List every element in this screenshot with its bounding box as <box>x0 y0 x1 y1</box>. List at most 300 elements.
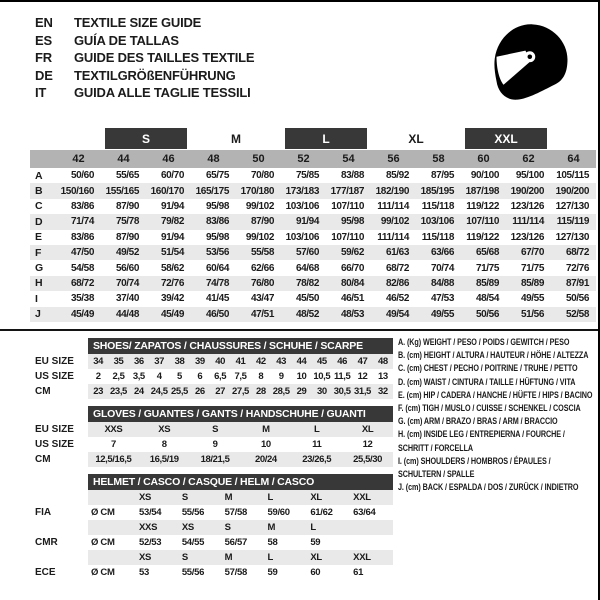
gloves-size-table <box>30 406 393 467</box>
helmet-size-value: 55/56 <box>181 567 205 578</box>
row-label: A <box>35 169 43 182</box>
gloves_table-value: M <box>240 422 291 437</box>
size-value: 51/54 <box>146 245 191 260</box>
size-value: 150/160 <box>56 183 101 198</box>
gloves_table-value: 18/21,5 <box>190 452 241 467</box>
unit-spacer <box>88 520 136 535</box>
size-value: 115/119 <box>551 214 596 229</box>
gloves_table-value: 12 <box>362 439 373 450</box>
size-value: 39/42 <box>160 293 184 305</box>
size-value: 87/95 <box>430 170 454 182</box>
language-code: DE <box>35 67 53 83</box>
size-value: 107/110 <box>461 214 506 229</box>
shoes_table-value: 3,5 <box>132 371 145 382</box>
shoes_table-value: 27 <box>210 384 230 399</box>
racing-helmet-icon <box>486 14 578 110</box>
size-value: 83/88 <box>340 170 364 182</box>
shoes_table-table-title: SHOES/ ZAPATOS / CHAUSSURES / SCHUHE / SCARPE <box>88 338 393 354</box>
gloves_table-value: 10 <box>261 439 271 450</box>
helmet-size-value: 57/58 <box>224 507 247 518</box>
helmet-size-value: 60 <box>310 567 321 578</box>
row-label: J <box>30 307 56 322</box>
size-value: 49/55 <box>416 307 461 322</box>
measure-row-i <box>30 291 596 306</box>
shoes_table-value: 44 <box>291 354 311 369</box>
helmet-size-header: M <box>222 490 265 505</box>
helmet-values-row-fia <box>30 505 393 520</box>
corner-spacer <box>30 128 56 149</box>
gloves_table-value: 8 <box>161 439 167 450</box>
shoes_table-value: 28 <box>251 384 271 399</box>
size-value: 155/165 <box>101 183 146 198</box>
gloves_table-value: S <box>190 422 241 437</box>
size-value: 90/100 <box>470 170 499 182</box>
diameter-unit-label: Ø CM <box>91 507 115 518</box>
helmet-size-header: S <box>179 490 222 505</box>
shoes_table-value: 24 <box>129 384 149 399</box>
size-value: 84/88 <box>416 276 461 291</box>
size-value: 87/90 <box>115 231 139 243</box>
size-value: 57/60 <box>281 245 326 260</box>
size-value: 72/76 <box>146 276 191 291</box>
shoes_table-value: 47 <box>352 354 372 369</box>
size-value: 70/74 <box>101 276 146 291</box>
size-value: 103/106 <box>416 214 461 229</box>
gloves_table-row-label: EU SIZE <box>35 424 74 435</box>
measure-row-j <box>30 307 596 322</box>
gloves_table-value: XXS <box>88 422 139 437</box>
size-value: 37/40 <box>115 293 139 305</box>
helmet-size-header: XS <box>136 490 179 505</box>
size-value: 59/62 <box>326 245 371 260</box>
size-value: 55/58 <box>236 245 281 260</box>
size-group-row <box>30 128 596 149</box>
shoes_table-value: 46 <box>332 354 352 369</box>
shoes-size-table <box>30 338 393 399</box>
size-value: 45/49 <box>56 307 101 322</box>
shoes_table-value: 41 <box>230 354 250 369</box>
size-value: 79/82 <box>146 214 191 229</box>
size-value: 95/98 <box>205 200 229 212</box>
size-value: 85/89 <box>506 276 551 291</box>
size-value: 103/106 <box>285 200 319 212</box>
size-column-header: 48 <box>207 153 220 165</box>
shoes_table-value: 24,5 <box>150 386 168 397</box>
size-value: 87/91 <box>551 276 596 291</box>
size-column-header: 60 <box>477 153 490 165</box>
size-value: 190/200 <box>551 183 596 198</box>
gloves_table-value: 11 <box>312 439 322 450</box>
guide-title: TEXTILGRÖßENFÜHRUNG <box>74 67 236 83</box>
size-value: 111/114 <box>377 231 409 243</box>
size-value: 177/187 <box>326 183 371 198</box>
size-column-header: 54 <box>342 153 355 165</box>
size-group-m: M <box>231 131 241 146</box>
guide-title: GUÍA DE TALLAS <box>74 32 179 48</box>
language-title-list <box>35 14 254 102</box>
shoes_table-row-label: EU SIZE <box>35 356 74 367</box>
row-label: C <box>35 200 43 213</box>
helmet-size-value: 56/57 <box>224 537 247 548</box>
size-value: 185/195 <box>416 183 461 198</box>
size-value: 45/49 <box>146 307 191 322</box>
shoes_table-row-eu-size <box>30 354 393 369</box>
size-value: 187/198 <box>461 183 506 198</box>
gloves_table-value: XL <box>342 422 393 437</box>
shoes_table-value: 36 <box>129 354 149 369</box>
size-value: 91/94 <box>160 231 184 243</box>
shoes_table-value: 10 <box>296 371 307 382</box>
guide-title: GUIDE DES TAILLES TEXTILE <box>74 50 255 65</box>
language-row <box>35 67 254 85</box>
legend-item: B. (cm) HEIGHT / ALTURA / HAUTEUR / HÖHE / ALTEZZA <box>398 350 589 361</box>
language-code: ES <box>35 32 52 48</box>
size-value: 119/122 <box>466 231 499 243</box>
size-value: 46/50 <box>191 307 236 322</box>
size-column-header: 56 <box>387 153 400 165</box>
size-value: 45/50 <box>295 293 319 305</box>
legend-item: C. (cm) CHEST / PECHO / POITRINE / TRUHE / PETTO <box>398 363 578 374</box>
size-value: 67/70 <box>506 245 551 260</box>
size-value: 190/200 <box>506 183 551 198</box>
shoes_table-row-us-size <box>30 369 393 384</box>
size-value: 68/72 <box>551 245 596 260</box>
bottom-tables <box>30 338 393 587</box>
legend-item: J. (cm) BACK / ESPALDA / DOS / ZURÜCK / INDIETRO <box>398 482 579 493</box>
size-value: 111/114 <box>506 214 551 229</box>
size-value: 60/64 <box>205 262 229 274</box>
shoes_table-value: 35 <box>108 354 128 369</box>
measurement-legend <box>398 336 595 494</box>
size-value: 43/47 <box>250 293 274 305</box>
size-column-header: 50 <box>252 153 265 165</box>
shoes_table-value: 25,5 <box>171 386 188 397</box>
language-code: IT <box>35 85 47 100</box>
measure-row-b <box>30 183 596 198</box>
size-value: 56/60 <box>115 262 139 274</box>
helmet-size-header: M <box>264 520 307 535</box>
shoes_table-value: 39 <box>190 354 210 369</box>
guide-title: GUIDA ALLE TAGLIE TESSILI <box>74 85 251 100</box>
helmet-size-value: 59 <box>310 537 321 548</box>
helmet-size-header: XS <box>179 520 222 535</box>
shoes_table-row-label: CM <box>35 386 51 397</box>
shoes_table-value: 27,5 <box>232 386 249 397</box>
shoes_table-value: 13 <box>377 371 388 382</box>
shoes_table-row-cm <box>30 384 393 399</box>
shoes_table-value: 9 <box>278 371 284 382</box>
size-value: 44/48 <box>101 307 146 322</box>
corner-spacer <box>30 150 56 168</box>
helmet-standard-label: CMR <box>35 537 58 548</box>
shoes_table-value: 6 <box>197 371 203 382</box>
size-value: 35/38 <box>70 293 94 305</box>
size-column-header: 62 <box>522 153 535 165</box>
size-column-header: 44 <box>117 153 130 165</box>
shoes_table-value: 26 <box>190 384 210 399</box>
size-value: 47/50 <box>56 245 101 260</box>
gloves_table-row-label: US SIZE <box>35 439 74 450</box>
shoes_table-value: 6,5 <box>214 371 227 382</box>
helmet-size-header: XXS <box>136 520 179 535</box>
size-value: 70/74 <box>430 262 454 274</box>
size-value: 50/60 <box>70 170 94 182</box>
gloves_table-value: 16,5/19 <box>139 452 190 467</box>
size-value: 48/52 <box>281 307 326 322</box>
size-value: 71/74 <box>56 214 101 229</box>
shoes_table-value: 11,5 <box>333 371 351 382</box>
size-value: 95/98 <box>326 214 371 229</box>
helmet-size-value: 53/54 <box>139 507 162 518</box>
size-value: 99/102 <box>245 231 274 243</box>
shoes_table-value: 31,5 <box>354 386 371 397</box>
size-value: 107/110 <box>331 231 364 243</box>
legend-item: F. (cm) TIGH / MUSLO / CUISSE / SCHENKEL / COSCIA <box>398 403 581 414</box>
size-value: 41/45 <box>205 293 229 305</box>
size-value: 51/56 <box>506 307 551 322</box>
language-code: FR <box>35 50 52 65</box>
size-value: 71/75 <box>520 262 544 274</box>
language-row <box>35 49 254 67</box>
size-group-s: S <box>105 128 187 149</box>
size-value: 103/106 <box>285 231 319 243</box>
gloves_table-table-title: GLOVES / GUANTES / GANTS / HANDSCHUHE / GUANTI <box>88 406 393 422</box>
shoes_table-value: 48 <box>373 354 393 369</box>
size-value: 127/130 <box>555 200 589 212</box>
shoes_table-value: 42 <box>251 354 271 369</box>
guide-title: TEXTILE SIZE GUIDE <box>74 15 202 30</box>
size-value: 115/118 <box>421 200 454 212</box>
gloves_table-row-eu-size <box>30 422 393 437</box>
measure-row-a <box>30 168 596 183</box>
size-value: 47/53 <box>430 293 454 305</box>
size-value: 54/58 <box>70 262 94 274</box>
helmet-size-table <box>30 474 393 580</box>
helmet-size-header: XL <box>307 490 350 505</box>
size-value: 48/53 <box>326 307 371 322</box>
shoes_table-value: 10,5 <box>313 371 331 382</box>
size-value: 58/62 <box>160 262 184 274</box>
gloves_table-row-cm <box>30 452 393 467</box>
measure-row-f <box>30 245 596 260</box>
row-label: H <box>30 276 56 291</box>
size-value: 46/52 <box>385 293 409 305</box>
row-label: B <box>30 183 56 198</box>
size-column-header: 52 <box>297 153 310 165</box>
size-value: 87/90 <box>236 214 281 229</box>
shoes_table-value: 23 <box>88 384 108 399</box>
size-value: 46/51 <box>340 293 364 305</box>
size-value: 105/115 <box>556 170 589 182</box>
shoes_table-value: 29 <box>291 384 311 399</box>
size-value: 72/76 <box>565 262 589 274</box>
shoes_table-value: 30,5 <box>333 386 351 397</box>
helmet-standard-label: FIA <box>35 507 52 518</box>
language-row <box>35 14 254 32</box>
helmet-size-value: 54/55 <box>181 537 205 548</box>
textile-size-table <box>30 128 596 322</box>
size-value: 71/75 <box>475 262 499 274</box>
size-number-row <box>30 150 596 168</box>
language-row <box>35 32 254 50</box>
helmet-size-value <box>350 535 393 550</box>
shoes_table-value: 45 <box>312 354 332 369</box>
helmet-size-header <box>350 520 393 535</box>
language-row <box>35 84 254 102</box>
size-value: 165/175 <box>191 183 236 198</box>
size-value: 91/94 <box>281 214 326 229</box>
size-value: 50/56 <box>565 293 589 305</box>
row-label: E <box>35 231 43 244</box>
gloves_table-value: 9 <box>212 439 218 450</box>
size-value: 49/55 <box>520 293 544 305</box>
size-value: 66/70 <box>340 262 364 274</box>
gloves_table-value: 20/24 <box>240 452 291 467</box>
gloves_table-value: L <box>291 422 342 437</box>
shoes_table-value: 12 <box>357 371 368 382</box>
gloves_table-value: 23/26,5 <box>291 452 342 467</box>
helmet-size-value: 58 <box>267 537 278 548</box>
size-value: 55/65 <box>115 170 139 182</box>
measure-row-h <box>30 276 596 291</box>
size-value: 61/63 <box>371 245 416 260</box>
helmet-values-row-cmr <box>30 535 393 550</box>
helmet-standard-label: ECE <box>35 567 56 578</box>
shoes_table-value: 43 <box>271 354 291 369</box>
helmet-size-value: 61 <box>353 567 364 578</box>
helmet-size-value: 63/64 <box>353 507 376 518</box>
diameter-unit-label: Ø CM <box>91 537 115 548</box>
size-value: 170/180 <box>236 183 281 198</box>
size-value: 95/100 <box>515 170 544 182</box>
shoes_table-value: 32 <box>373 384 393 399</box>
size-value: 62/66 <box>250 262 274 274</box>
helmet-size-header: L <box>264 550 307 565</box>
helmet-size-header: M <box>222 550 265 565</box>
helmet-values-row-ece <box>30 565 393 580</box>
shoes_table-value: 37 <box>149 354 169 369</box>
row-label: I <box>35 292 38 305</box>
shoes_table-row-label: US SIZE <box>35 371 74 382</box>
size-value: 95/98 <box>205 231 229 243</box>
measure-row-g <box>30 260 596 275</box>
size-value: 107/110 <box>331 200 364 212</box>
helmet-size-header: XXL <box>350 550 393 565</box>
size-value: 68/72 <box>56 276 101 291</box>
row-label: G <box>35 262 44 275</box>
helmet-sizes-row-fia <box>30 490 393 505</box>
size-value: 173/183 <box>281 183 326 198</box>
size-value: 65/68 <box>461 245 506 260</box>
size-column-header: 64 <box>567 153 580 165</box>
helmet-size-header: S <box>179 550 222 565</box>
helmet-size-value: 61/62 <box>310 507 333 518</box>
size-value: 127/130 <box>555 231 589 243</box>
size-value: 74/78 <box>191 276 236 291</box>
size-value: 49/54 <box>371 307 416 322</box>
measure-row-e <box>30 230 596 245</box>
size-value: 65/75 <box>205 170 229 182</box>
size-value: 160/170 <box>146 183 191 198</box>
shoes_table-value: 2,5 <box>112 371 125 382</box>
size-value: 52/58 <box>551 307 596 322</box>
legend-item: H. (cm) INSIDE LEG / ENTREPIERNA / FOURCHE / SCHRITT / FORCELLA <box>398 429 565 453</box>
helmet-size-header: XS <box>136 550 179 565</box>
shoes_table-value: 5 <box>177 371 182 382</box>
legend-item: A. (Kg) WEIGHT / PESO / POIDS / GEWITCH / PESO <box>398 337 570 347</box>
shoes_table-value: 34 <box>88 354 108 369</box>
measure-row-c <box>30 199 596 214</box>
shoes_table-value: 38 <box>169 354 189 369</box>
helmet-size-value: 55/56 <box>181 507 205 518</box>
shoes_table-value: 7,5 <box>234 371 247 382</box>
size-value: 83/86 <box>70 231 94 243</box>
size-group-xl: XL <box>408 131 424 146</box>
helmet-size-header: XL <box>307 550 350 565</box>
helmet-size-value: 53 <box>139 567 149 578</box>
size-value: 83/86 <box>191 214 236 229</box>
size-value: 50/56 <box>461 307 506 322</box>
helmet-size-header: S <box>222 520 265 535</box>
row-label: F <box>30 245 56 260</box>
size-value: 48/54 <box>475 293 499 305</box>
measure-row-d <box>30 214 596 229</box>
shoes_table-value: 40 <box>210 354 230 369</box>
size-value: 119/122 <box>466 200 499 212</box>
size-value: 80/84 <box>326 276 371 291</box>
helmet-size-value: 59/60 <box>267 507 290 518</box>
shoes_table-value: 23,5 <box>110 386 127 397</box>
size-column-header: 58 <box>432 153 445 165</box>
language-code: EN <box>35 15 53 30</box>
size-value: 123/126 <box>510 200 544 212</box>
legend-item: G. (cm) ARM / BRAZO / BRAS / ARM / BRACCIO <box>398 416 558 427</box>
size-value: 70/80 <box>250 170 274 182</box>
size-value: 85/92 <box>385 170 409 182</box>
gloves_table-value: XS <box>139 422 190 437</box>
size-value: 49/52 <box>101 245 146 260</box>
size-value: 99/102 <box>245 200 274 212</box>
size-value: 115/118 <box>421 231 454 243</box>
size-value: 75/78 <box>101 214 146 229</box>
helmet-size-value: 52/53 <box>139 537 162 548</box>
helmet-table-title: HELMET / CASCO / CASQUE / HELM / CASCO <box>88 474 393 490</box>
size-value: 68/72 <box>385 262 409 274</box>
helmet-size-header: XXL <box>350 490 393 505</box>
size-value: 53/56 <box>191 245 236 260</box>
gloves_table-value: 7 <box>110 439 116 450</box>
helmet-sizes-row-cmr <box>30 520 393 535</box>
gloves_table-row-us-size <box>30 437 393 452</box>
size-value: 83/86 <box>70 200 94 212</box>
size-group-l: L <box>285 128 367 149</box>
size-column-header: 46 <box>162 153 175 165</box>
unit-spacer <box>88 490 136 505</box>
size-value: 82/86 <box>371 276 416 291</box>
diameter-unit-label: Ø CM <box>91 567 115 578</box>
size-value: 64/68 <box>295 262 319 274</box>
size-value: 75/85 <box>295 170 319 182</box>
size-value: 76/80 <box>236 276 281 291</box>
size-value: 123/126 <box>510 231 544 243</box>
size-group-xxl: XXL <box>465 128 547 149</box>
size-column-header: 42 <box>72 153 85 165</box>
shoes_table-value: 30 <box>312 384 332 399</box>
helmet-size-header: L <box>307 520 350 535</box>
size-value: 63/66 <box>416 245 461 260</box>
legend-item: E. (cm) HIP / CADERA / HANCHE / HÜFTE / HIPS / BACINO <box>398 389 593 400</box>
size-value: 85/89 <box>461 276 506 291</box>
